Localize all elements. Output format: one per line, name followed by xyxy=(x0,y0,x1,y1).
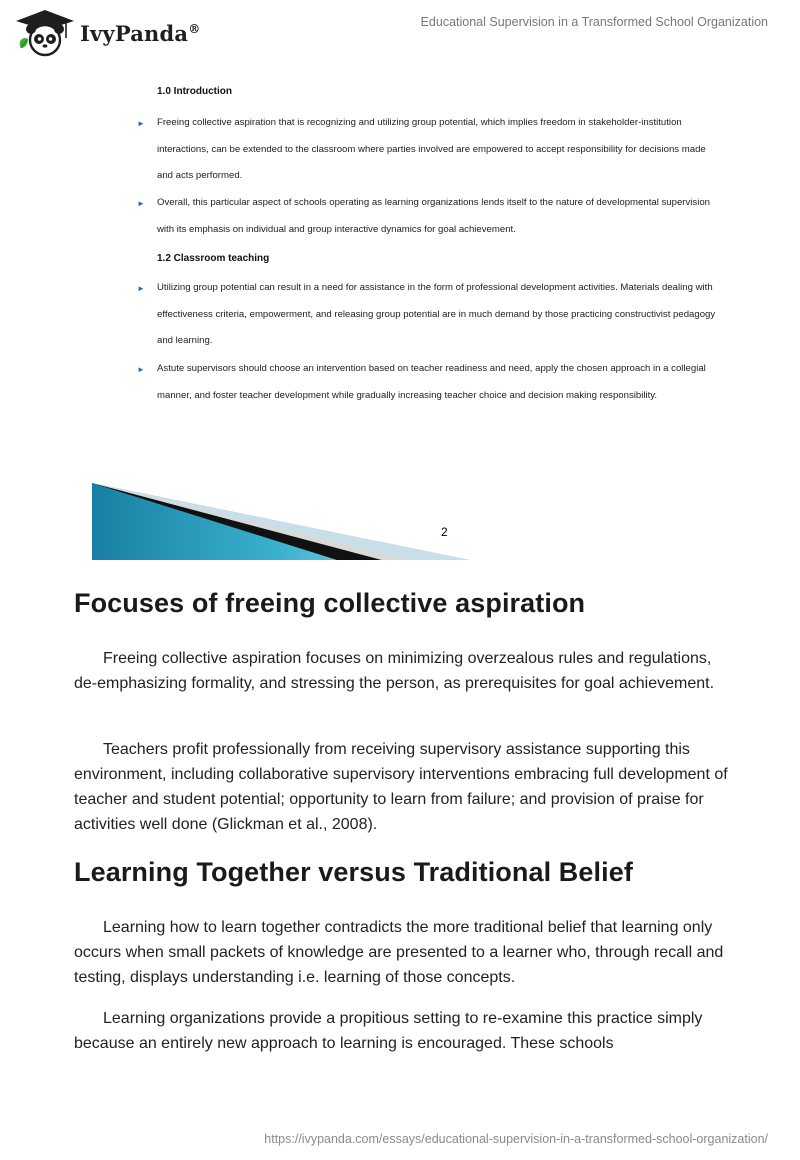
slide-heading-introduction: 1.0 Introduction xyxy=(157,86,232,97)
ivypanda-logo[interactable] xyxy=(14,8,200,58)
slide-page-number: 2 xyxy=(441,525,448,539)
body-paragraph: Teachers profit professionally from receiving supervisory assistance supporting this environment, including collaborative supervisory interventions embracing full development of teacher and student potential; opportunity to learn from failure; and provision of praise for activities well done (Glickman et al., 2008). xyxy=(74,741,728,833)
body-paragraph: Learning how to learn together contradicts the more traditional belief that learning only occurs when small packets of knowledge are presented to a learner who, through recall and testing, displays understanding i.e. learning of those concepts. xyxy=(74,919,724,986)
page-header xyxy=(0,0,800,70)
embedded-slide-image xyxy=(92,78,716,563)
section-heading: Focuses of freeing collective aspiration xyxy=(74,588,586,618)
slide-decorative-wedge xyxy=(92,483,472,563)
slide-bullet-text: Freeing collective aspiration that is recognizing and utilizing group potential, which implies freedom in stakeholder-institution interactions, can be extended to the classroom where parties involved are empowered to accept responsibility for decisions made and acts performed. xyxy=(157,117,706,181)
bullet-arrow-icon: ► xyxy=(137,199,145,208)
document-title: Educational Supervision in a Transformed School Organization xyxy=(420,15,768,29)
slide-heading-classroom-teaching: 1.2 Classroom teaching xyxy=(157,253,270,264)
logo-wordmark: IvyPanda® xyxy=(80,20,201,46)
body-paragraph: Learning organizations provide a propitious setting to re-examine this practice simply because an entirely new approach to learning is encouraged. These schools xyxy=(74,1010,703,1052)
body-paragraph: Freeing collective aspiration focuses on minimizing overzealous rules and regulations, de-emphasizing formality, and stressing the person, as prerequisites for goal achievement. xyxy=(74,650,715,692)
section-heading: Learning Together versus Traditional Belief xyxy=(74,857,633,887)
panda-graduate-icon xyxy=(14,8,76,58)
bullet-arrow-icon: ► xyxy=(137,365,145,374)
slide-bullet-text: Overall, this particular aspect of schools operating as learning organizations lends itself to the nature of developmental supervision with its emphasis on individual and group interactive dynamics for goal achievement. xyxy=(157,197,711,235)
slide-bullet-text: Utilizing group potential can result in a need for assistance in the form of professional development activities. Materials dealing with effectiveness criteria, empowerment, and releasing group potential are in much demand by those practicing constructivist pedagogy and learning. xyxy=(157,282,716,346)
slide-bullet-text: Astute supervisors should choose an intervention based on teacher readiness and need, apply the chosen approach in a collegial manner, and foster teacher development while gradually increasing teacher choice and decision making responsibility. xyxy=(157,363,706,401)
bullet-arrow-icon: ► xyxy=(137,119,145,128)
bullet-arrow-icon: ► xyxy=(137,284,145,293)
source-url-link[interactable]: https://ivypanda.com/essays/educational-supervision-in-a-transformed-school-organization/ xyxy=(264,1132,768,1146)
